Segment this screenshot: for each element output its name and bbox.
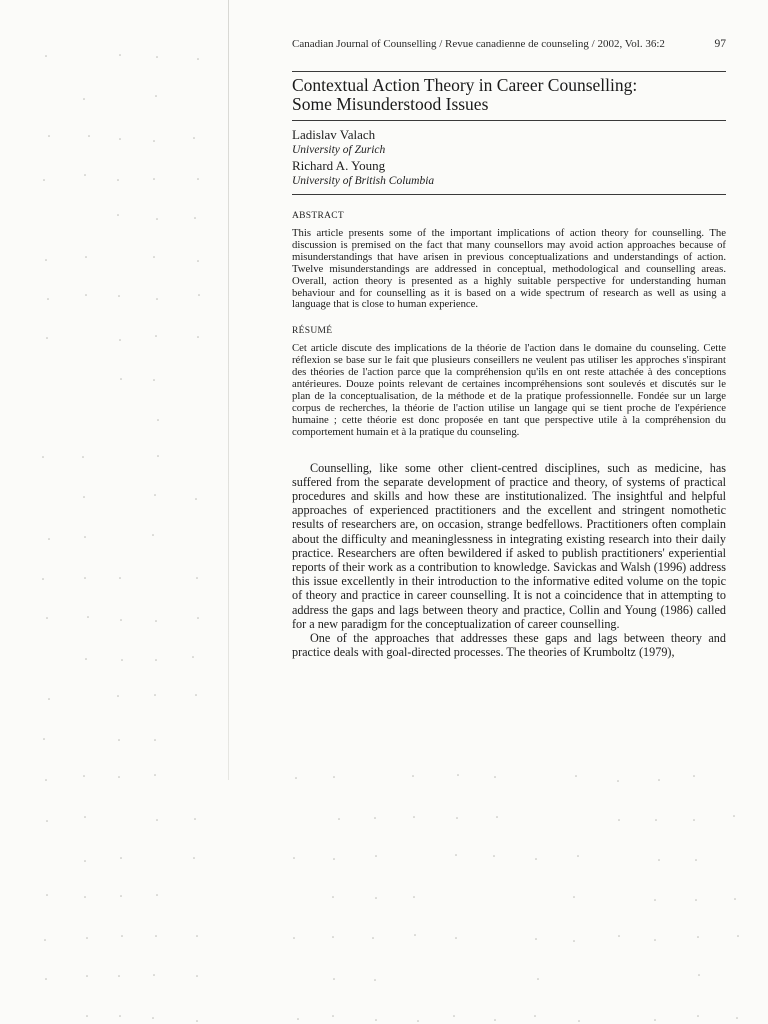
scan-speck — [46, 337, 48, 339]
scan-speck — [156, 894, 158, 896]
scan-speck — [120, 895, 122, 897]
scan-speck — [48, 698, 50, 700]
scan-speck — [155, 95, 157, 97]
scan-speck — [535, 858, 537, 860]
scan-speck — [413, 816, 415, 818]
scan-speck — [156, 298, 158, 300]
scan-speck — [155, 659, 157, 661]
scan-speck — [153, 256, 155, 258]
scan-speck — [85, 294, 87, 296]
scan-speck — [120, 378, 122, 380]
journal-page — [292, 38, 726, 659]
scan-speck — [156, 218, 158, 220]
scan-speck — [86, 937, 88, 939]
scan-speck — [192, 656, 194, 658]
scan-speck — [414, 934, 416, 936]
scan-speck — [48, 135, 50, 137]
scan-speck — [85, 658, 87, 660]
scan-speck — [86, 1015, 88, 1017]
scan-speck — [85, 256, 87, 258]
scan-speck — [45, 55, 47, 57]
scan-speck — [456, 817, 458, 819]
scan-speck — [332, 936, 334, 938]
scan-speck — [453, 1015, 455, 1017]
scan-speck — [493, 855, 495, 857]
scan-speck — [47, 298, 49, 300]
scan-speck — [197, 260, 199, 262]
scan-speck — [118, 295, 120, 297]
scan-speck — [197, 58, 199, 60]
scan-speck — [157, 419, 159, 421]
scan-speck — [695, 859, 697, 861]
scan-speck — [534, 1015, 536, 1017]
scan-speck — [375, 855, 377, 857]
scan-speck — [42, 578, 44, 580]
scan-speck — [193, 857, 195, 859]
scan-speck — [196, 1020, 198, 1022]
scan-speck — [693, 775, 695, 777]
scan-speck — [153, 178, 155, 180]
author-name: Richard A. Young — [292, 158, 386, 173]
scan-speck — [119, 1015, 121, 1017]
resume-text: Cet article discute des implications de la théorie de l'action dans le domaine du counseling. Cette réflexion se base sur le fait que plusieurs conseillers ne veulent pas utiliser les approches s'inspirant des théories de l'action parce que la compréhension qu'ils en ont reste attachée à des conceptions antérieures. Douze points relevant de certaines incompréhensions sont soulevés et discutés sur le plan de la conceptualisation, de la méthode et de la pratique professionnelle. Fondée sur un large corpus de recherches, la théorie de l'action utilise un langage qui se tient proche de l'expérience humaine ; cette théorie est donc proposée en tant que perspective utile à la compréhension du comportement humain et à la pratique du counseling. — [292, 342, 726, 438]
scan-speck — [84, 816, 86, 818]
scan-speck — [412, 775, 414, 777]
scan-speck — [197, 617, 199, 619]
title-line-1: Contextual Action Theory in Career Counselling: — [292, 75, 638, 95]
scan-speck — [293, 857, 295, 859]
scan-speck — [152, 534, 154, 536]
title-line-2: Some Misunderstood Issues — [292, 94, 489, 114]
resume-heading: RÉSUMÉ — [292, 326, 333, 337]
scan-speck — [154, 694, 156, 696]
scan-speck — [83, 496, 85, 498]
scan-speck — [333, 776, 335, 778]
scan-speck — [119, 339, 121, 341]
scan-speck — [84, 536, 86, 538]
scan-speck — [736, 1017, 738, 1019]
scan-speck — [119, 54, 121, 56]
scan-speck — [455, 854, 457, 856]
scan-speck — [43, 738, 45, 740]
scan-speck — [82, 456, 84, 458]
scan-speck — [45, 779, 47, 781]
scan-speck — [575, 775, 577, 777]
scan-speck — [734, 898, 736, 900]
body-paragraph: Counselling, like some other client-centred disciplines, such as medicine, has suffered from the separate development of practice and theory, of systems of practical procedures and skills and how these are institutionalized. The insightful and helpful approaches of experienced practitioners and the excellent and stringent nomothetic results of researchers are, on occasion, strange bedfellows. Practitioners often complain about the difficulty and meaninglessness in integrating existing research into their daily practice. Researchers are often bewildered if asked to publish practitioners' experiential reports of their work as a contribution to knowledge. Savickas and Walsh (1996) address this issue excellently in their introduction to the informative edited volume on the topic of theory and practice in career counselling. It is not a coincidence that in attempting to address the gaps and lags between theory and practice, Collin and Young (1986) called for a new paradigm for the conceptualization of career counselling. — [292, 460, 726, 631]
scan-speck — [375, 897, 377, 899]
scan-speck — [117, 695, 119, 697]
scan-speck — [417, 1020, 419, 1022]
scan-speck — [332, 896, 334, 898]
running-head — [292, 38, 726, 51]
scan-speck — [154, 774, 156, 776]
scan-speck — [655, 819, 657, 821]
scan-speck — [117, 179, 119, 181]
scan-speck — [119, 138, 121, 140]
scan-speck — [120, 857, 122, 859]
title-bottom-rule — [292, 120, 726, 121]
scan-speck — [118, 975, 120, 977]
scan-speck — [197, 336, 199, 338]
journal-citation: Canadian Journal of Counselling / Revue canadienne de counseling / 2002, Vol. 36:2 — [292, 38, 665, 50]
scan-speck — [118, 739, 120, 741]
scan-speck — [375, 1019, 377, 1021]
scan-speck — [618, 935, 620, 937]
scan-speck — [733, 815, 735, 817]
scan-speck — [195, 694, 197, 696]
scan-speck — [374, 817, 376, 819]
scan-speck — [83, 98, 85, 100]
scan-speck — [737, 935, 739, 937]
author-block — [292, 127, 726, 189]
scan-speck — [156, 819, 158, 821]
scan-speck — [155, 935, 157, 937]
scan-speck — [44, 939, 46, 941]
author-affiliation: University of Zurich — [292, 143, 386, 156]
scan-speck — [155, 620, 157, 622]
scan-speck — [119, 577, 121, 579]
scan-speck — [578, 1020, 580, 1022]
scan-speck — [46, 617, 48, 619]
abstract-heading: ABSTRACT — [292, 211, 345, 221]
scan-speck — [153, 140, 155, 142]
scan-speck — [195, 498, 197, 500]
scan-speck — [153, 379, 155, 381]
scan-speck — [697, 936, 699, 938]
scan-speck — [121, 659, 123, 661]
scan-speck — [155, 335, 157, 337]
scan-speck — [46, 894, 48, 896]
scan-speck — [413, 896, 415, 898]
scan-speck — [654, 1019, 656, 1021]
scan-speck — [83, 775, 85, 777]
scan-speck — [698, 974, 700, 976]
scan-speck — [157, 455, 159, 457]
scan-speck — [496, 816, 498, 818]
scan-speck — [695, 899, 697, 901]
scan-speck — [118, 776, 120, 778]
author-name: Ladislav Valach — [292, 127, 376, 142]
abstract-text: This article presents some of the important implications of action theory for counselling. The discussion is premised on the fact that many counsellors may avoid action approaches because of misunderstandings that have arisen in previous conceptualizations and understandings of action. Twelve misunderstandings are addressed in conceptual, methodological and counselling areas. Overall, action theory is presented as a highly suitable perspective for understanding human behaviour and for counselling as it is based on a wide spectrum of research as well as using a language that is close to human experience. — [292, 227, 726, 311]
scan-speck — [153, 974, 155, 976]
scan-speck — [84, 896, 86, 898]
authors-bottom-rule — [292, 194, 726, 195]
scan-speck — [84, 860, 86, 862]
body-paragraph: One of the approaches that addresses these gaps and lags between theory and practice deals with goal-directed processes. The theories of Krumboltz (1979), — [292, 631, 726, 660]
title-top-rule — [292, 71, 726, 72]
scan-speck — [117, 214, 119, 216]
scan-speck — [332, 1015, 334, 1017]
scan-speck — [156, 56, 158, 58]
scan-speck — [494, 776, 496, 778]
scan-speck — [494, 1019, 496, 1021]
scan-speck — [573, 940, 575, 942]
scan-speck — [654, 939, 656, 941]
scan-speck — [154, 739, 156, 741]
scan-speck — [617, 780, 619, 782]
scan-speck — [196, 935, 198, 937]
scan-speck — [193, 137, 195, 139]
scan-speck — [45, 259, 47, 261]
scan-speck — [197, 178, 199, 180]
scan-speck — [338, 818, 340, 820]
scan-speck — [45, 978, 47, 980]
scan-speck — [697, 1015, 699, 1017]
scan-speck — [120, 619, 122, 621]
scan-speck — [48, 538, 50, 540]
scan-speck — [194, 818, 196, 820]
scan-speck — [121, 935, 123, 937]
scan-speck — [43, 179, 45, 181]
page-number: 97 — [714, 38, 726, 50]
scan-speck — [152, 1017, 154, 1019]
scan-speck — [87, 616, 89, 618]
scan-speck — [84, 577, 86, 579]
scan-speck — [618, 819, 620, 821]
scan-speck — [658, 859, 660, 861]
scan-speck — [374, 979, 376, 981]
scan-speck — [196, 577, 198, 579]
scan-speck — [693, 819, 695, 821]
scan-speck — [577, 855, 579, 857]
scan-speck — [372, 937, 374, 939]
scan-speck — [198, 294, 200, 296]
scan-speck — [84, 174, 86, 176]
scan-speck — [196, 975, 198, 977]
scan-speck — [293, 937, 295, 939]
scan-speck — [86, 975, 88, 977]
scan-speck — [457, 774, 459, 776]
scan-speck — [333, 858, 335, 860]
article-title — [292, 76, 726, 114]
scan-speck — [654, 899, 656, 901]
scan-speck — [333, 978, 335, 980]
scan-speck — [154, 494, 156, 496]
scan-speck — [46, 820, 48, 822]
scan-speck — [42, 456, 44, 458]
author-affiliation: University of British Columbia — [292, 174, 435, 187]
scan-speck — [88, 135, 90, 137]
scan-speck — [658, 779, 660, 781]
scan-speck — [194, 217, 196, 219]
scan-speck — [295, 777, 297, 779]
scan-speck — [573, 896, 575, 898]
scan-speck — [297, 1018, 299, 1020]
scan-speck — [455, 937, 457, 939]
scan-speck — [537, 978, 539, 980]
scan-speck — [535, 938, 537, 940]
